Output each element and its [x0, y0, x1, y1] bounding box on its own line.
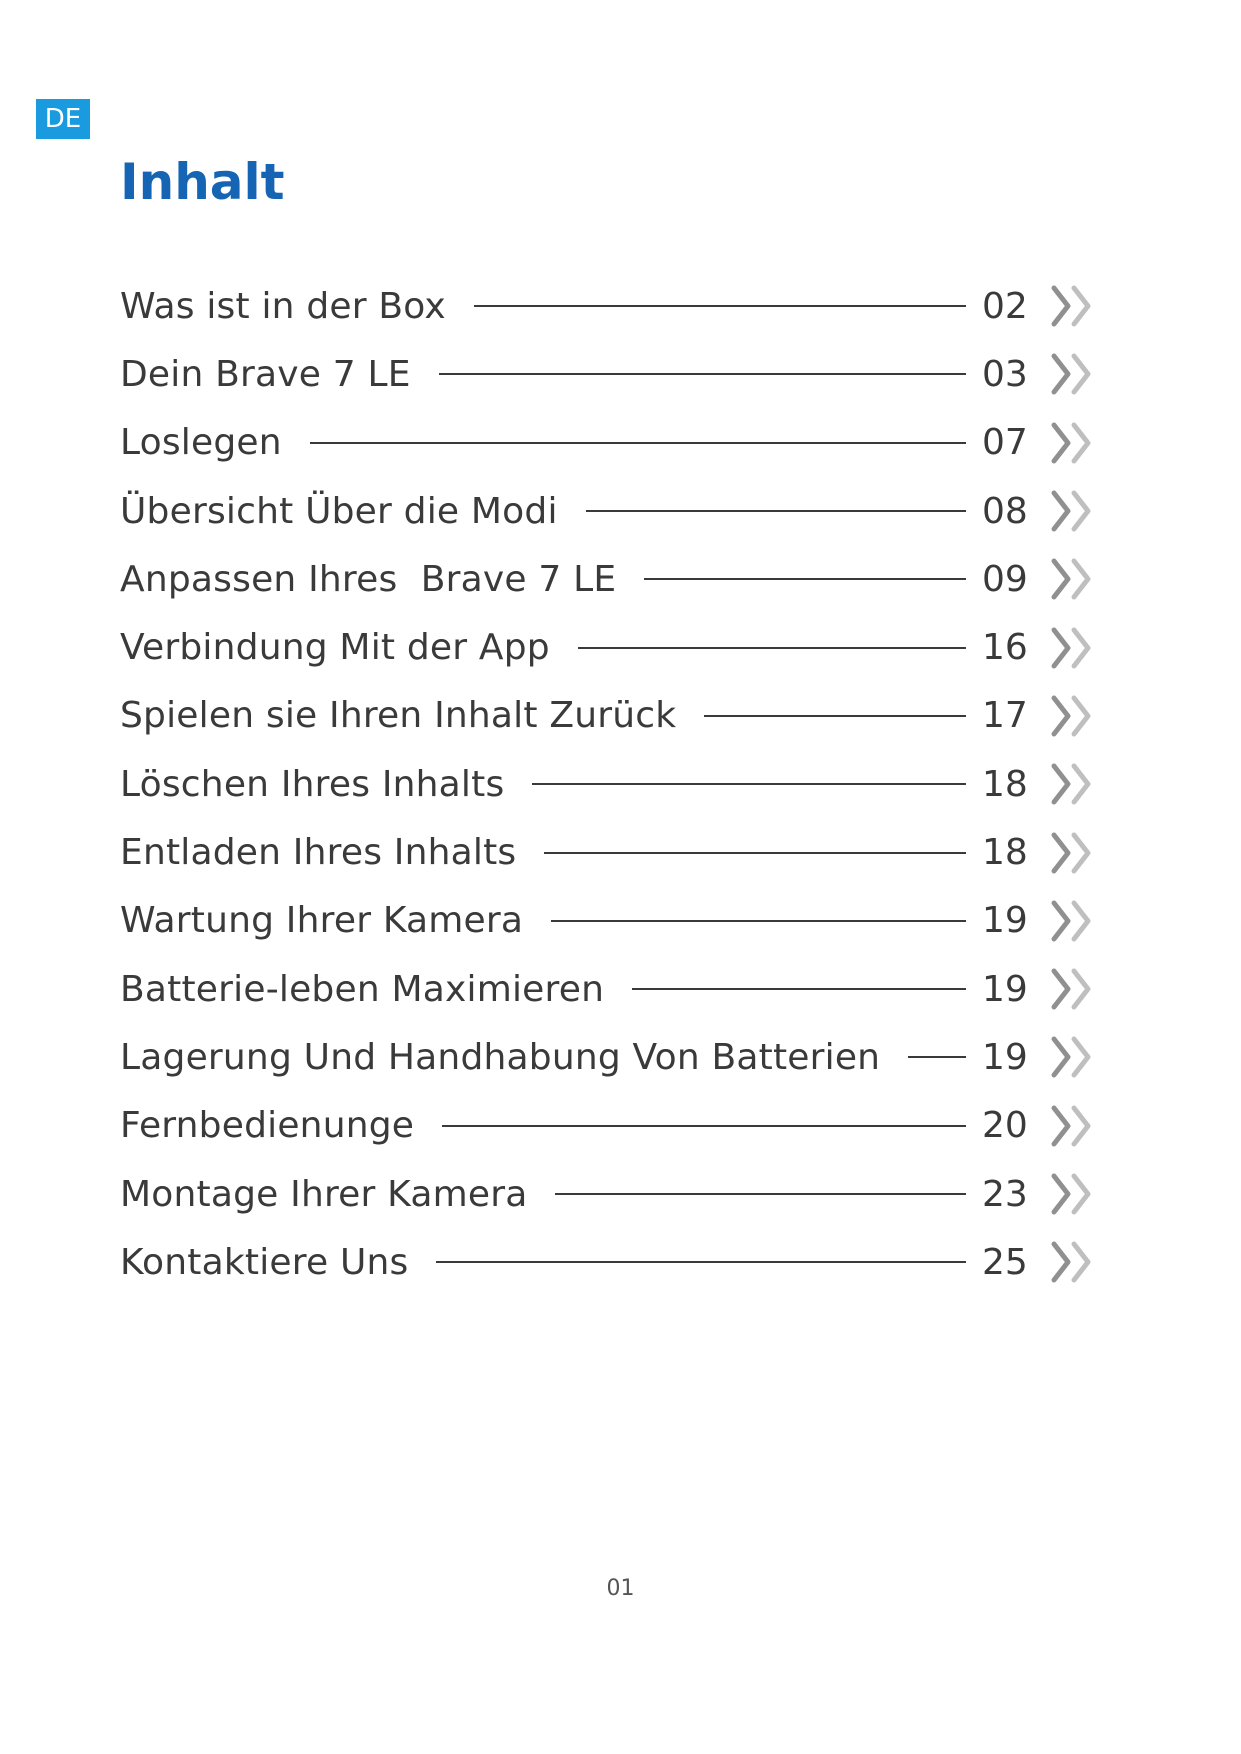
toc-entry-page: 25 — [982, 1241, 1028, 1283]
toc-entry[interactable] — [120, 887, 1120, 955]
toc-entry-label: Montage Ihrer Kamera — [120, 1173, 528, 1215]
double-chevron-right-icon — [1048, 898, 1120, 944]
toc-entry-page: 02 — [982, 285, 1028, 327]
toc-leader-line — [704, 715, 966, 717]
toc-leader-line — [586, 510, 966, 512]
double-chevron-right-icon — [1048, 693, 1120, 739]
toc-entry-label: Anpassen Ihres Brave 7 LE — [120, 558, 617, 600]
toc-entry-page: 18 — [982, 832, 1028, 874]
toc-entry-label: Verbindung Mit der App — [120, 627, 550, 669]
toc-entry-page: 17 — [982, 695, 1028, 737]
toc-entry[interactable] — [120, 545, 1120, 613]
double-chevron-right-icon — [1048, 283, 1120, 329]
toc-entry-label: Übersicht Über die Modi — [120, 490, 558, 532]
footer-page-number: 01 — [606, 1576, 635, 1601]
toc-entry-page: 03 — [982, 353, 1028, 395]
toc-entry[interactable] — [120, 750, 1120, 818]
toc-entry-page: 16 — [982, 627, 1028, 669]
toc-leader-line — [436, 1261, 966, 1263]
toc-entry[interactable] — [120, 409, 1120, 477]
toc-entry-page: 08 — [982, 490, 1028, 532]
toc-leader-line — [632, 988, 966, 990]
language-badge: DE — [36, 99, 90, 139]
double-chevron-right-icon — [1048, 625, 1120, 671]
table-of-contents — [120, 272, 1120, 1296]
toc-leader-line — [551, 920, 966, 922]
toc-entry[interactable] — [120, 955, 1120, 1023]
page-title: Inhalt — [120, 153, 285, 211]
toc-leader-line — [644, 578, 966, 580]
double-chevron-right-icon — [1048, 830, 1120, 876]
toc-entry[interactable] — [120, 1023, 1120, 1091]
double-chevron-right-icon — [1048, 1171, 1120, 1217]
toc-leader-line — [908, 1056, 966, 1058]
toc-entry[interactable] — [120, 613, 1120, 681]
toc-entry-label: Was ist in der Box — [120, 285, 446, 327]
toc-leader-line — [555, 1193, 966, 1195]
toc-entry-page: 19 — [982, 968, 1028, 1010]
toc-entry-label: Wartung Ihrer Kamera — [120, 900, 524, 942]
double-chevron-right-icon — [1048, 1103, 1120, 1149]
toc-entry[interactable] — [120, 682, 1120, 750]
toc-entry-label: Spielen sie Ihren Inhalt Zurück — [120, 695, 677, 737]
double-chevron-right-icon — [1048, 761, 1120, 807]
double-chevron-right-icon — [1048, 351, 1120, 397]
toc-leader-line — [474, 305, 966, 307]
toc-entry[interactable] — [120, 818, 1120, 886]
toc-entry-label: Loslegen — [120, 422, 282, 464]
toc-entry-page: 20 — [982, 1105, 1028, 1147]
toc-leader-line — [532, 783, 966, 785]
toc-entry-label: Dein Brave 7 LE — [120, 353, 411, 395]
toc-leader-line — [442, 1125, 966, 1127]
toc-entry[interactable] — [120, 1160, 1120, 1228]
toc-entry-label: Löschen Ihres Inhalts — [120, 763, 505, 805]
toc-leader-line — [310, 442, 966, 444]
toc-entry-label: Kontaktiere Uns — [120, 1241, 409, 1283]
double-chevron-right-icon — [1048, 1239, 1120, 1285]
toc-entry-page: 09 — [982, 558, 1028, 600]
toc-entry-page: 19 — [982, 900, 1028, 942]
toc-entry-label: Fernbedienunge — [120, 1105, 415, 1147]
toc-entry-page: 19 — [982, 1036, 1028, 1078]
toc-leader-line — [439, 373, 966, 375]
double-chevron-right-icon — [1048, 420, 1120, 466]
toc-entry[interactable] — [120, 340, 1120, 408]
toc-entry[interactable] — [120, 1228, 1120, 1296]
toc-leader-line — [578, 647, 966, 649]
double-chevron-right-icon — [1048, 1034, 1120, 1080]
toc-entry-page: 18 — [982, 763, 1028, 805]
double-chevron-right-icon — [1048, 488, 1120, 534]
toc-entry-label: Batterie-leben Maximieren — [120, 968, 605, 1010]
toc-entry-label: Lagerung Und Handhabung Von Batterien — [120, 1036, 881, 1078]
toc-entry[interactable] — [120, 272, 1120, 340]
toc-leader-line — [544, 852, 966, 854]
toc-entry-page: 07 — [982, 422, 1028, 464]
double-chevron-right-icon — [1048, 556, 1120, 602]
toc-entry-label: Entladen Ihres Inhalts — [120, 832, 517, 874]
toc-entry[interactable] — [120, 1092, 1120, 1160]
toc-entry[interactable] — [120, 477, 1120, 545]
toc-entry-page: 23 — [982, 1173, 1028, 1215]
double-chevron-right-icon — [1048, 966, 1120, 1012]
